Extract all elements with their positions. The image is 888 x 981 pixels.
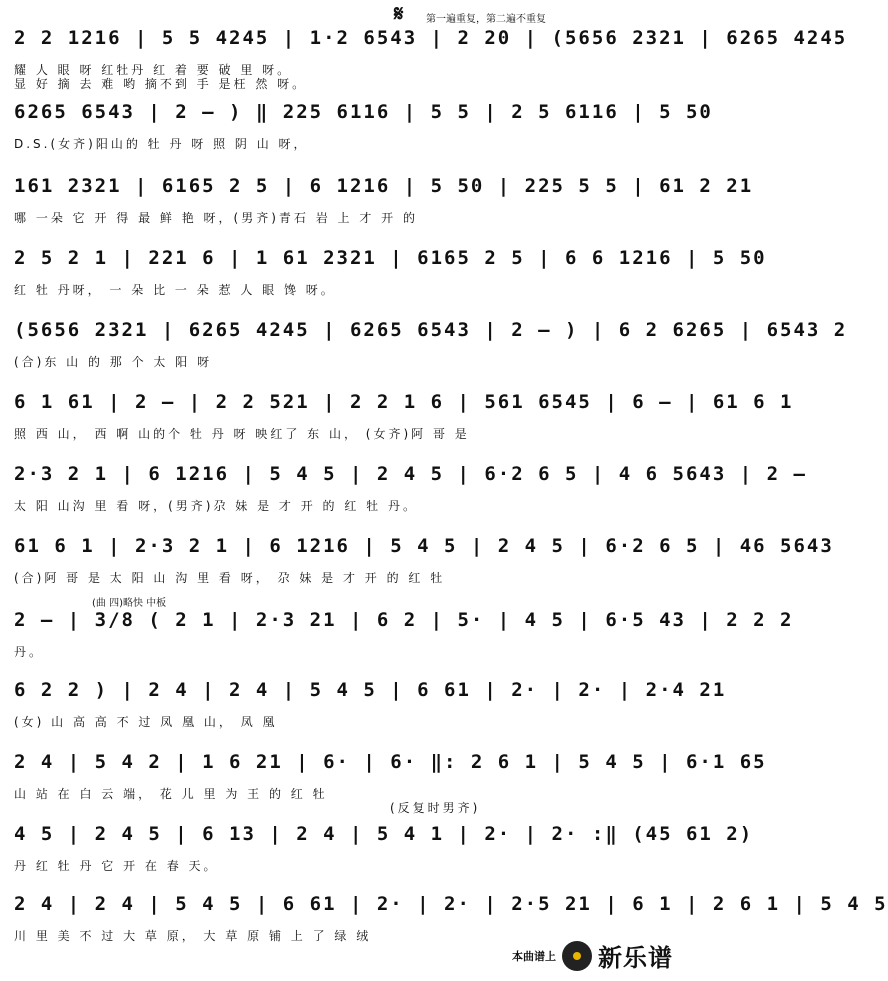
notation-line: 4 5 | 2 4 5 | 6 13 | 2 4 | 5 4 1 | 2· | 2· :‖ (45 61 2) [14, 823, 754, 845]
notation-line: 2 2 1216 | 5 5 4245 | 1·2 6543 | 2 20 | (5656 2321 | 6265 4245 [14, 27, 848, 49]
record-disc-icon [562, 941, 592, 971]
notation-line: (5656 2321 | 6265 4245 | 6265 6543 | 2 – ) | 6 2 6265 | 6543 2 [14, 319, 848, 341]
lyrics-line: (女) 山 高 高 不 过 凤 凰 山， 凤 凰 [14, 714, 278, 729]
repeat-note: 第一遍重复，第二遍不重复 [426, 14, 546, 25]
lyrics-line: 照 西 山， 西 啊 山的个 牡 丹 呀 映红了 东 山， (女齐)阿 哥 是 [14, 426, 470, 441]
notation-line: 2 4 | 2 4 | 5 4 5 | 6 61 | 2· | 2· | 2·5 21 | 6 1 | 2 6 1 | 5 4 5 [14, 893, 888, 915]
lyrics-line: (合)阿 哥 是 太 阳 山 沟 里 看 呀， 尕 妹 是 才 开 的 红 牡 [14, 570, 446, 585]
lyrics-line: (合)东 山 的 那 个 太 阳 呀 [14, 354, 213, 369]
lyrics-line: 山 站 在 白 云 端， 花 儿 里 为 王 的 红 牡 [14, 786, 328, 801]
lyrics-line: 川 里 美 不 过 大 草 原， 大 草 原 铺 上 了 绿 绒 [14, 928, 372, 943]
notation-line: 2 5 2 1 | 221 6 | 1 61 2321 | 6165 2 5 | 6 6 1216 | 5 50 [14, 247, 767, 269]
lyrics-line: 哪 一朵 它 开 得 最 鲜 艳 呀，(男齐)青石 岩 上 才 开 的 [14, 210, 418, 225]
notation-line: 6265 6543 | 2 – ) ‖ 225 6116 | 5 5 | 2 5 6116 | 5 50 [14, 101, 713, 123]
segno-sign: 𝄋 [394, 2, 404, 27]
site-watermark [512, 938, 673, 973]
lyrics-line: 耀 人 眼 呀 红牡丹 红 着 要 破 里 呀。 [14, 62, 293, 77]
repeat-voice-note: (反复时男齐) [390, 800, 481, 815]
notation-line: 61 6 1 | 2·3 2 1 | 6 1216 | 5 4 5 | 2 4 5 | 6·2 6 5 | 46 5643 [14, 535, 834, 557]
watermark-brand: 新乐谱 [598, 944, 673, 972]
lyrics-line: 红 牡 丹呀， 一 朵 比 一 朵 惹 人 眼 馋 呀。 [14, 282, 336, 297]
tempo-marking: (曲 四)略快 中板 [92, 598, 167, 609]
notation-line: 6 2 2 ) | 2 4 | 2 4 | 5 4 5 | 6 61 | 2· | 2· | 2·4 21 [14, 679, 727, 701]
notation-line: 2 – | 3/8 ( 2 1 | 2·3 21 | 6 2 | 5· | 4 5 | 6·5 43 | 2 2 2 [14, 609, 794, 631]
lyrics-line: 太 阳 山沟 里 看 呀，(男齐)尕 妹 是 才 开 的 红 牡 丹。 [14, 498, 418, 513]
notation-line: 2·3 2 1 | 6 1216 | 5 4 5 | 2 4 5 | 6·2 6 5 | 4 6 5643 | 2 – [14, 463, 807, 485]
notation-line: 6 1 61 | 2 – | 2 2 521 | 2 2 1 6 | 561 6545 | 6 – | 61 6 1 [14, 391, 794, 413]
lyrics-line: 丹。 [14, 644, 45, 659]
watermark-prefix: 本曲谱上 [512, 949, 556, 963]
notation-line: 161 2321 | 6165 2 5 | 6 1216 | 5 50 | 225 5 5 | 61 2 21 [14, 175, 754, 197]
notation-line: 2 4 | 5 4 2 | 1 6 21 | 6· | 6· ‖: 2 6 1 | 5 4 5 | 6·1 65 [14, 751, 767, 773]
lyrics-line: 丹 红 牡 丹 它 开 在 春 天。 [14, 858, 219, 873]
lyrics-line-alt: 显 好 摘 去 难 哟 摘不到 手 是枉 然 呀。 [14, 76, 308, 91]
lyrics-line: D.S.(女齐)阳山的 牡 丹 呀 照 阴 山 呀， [14, 136, 309, 151]
